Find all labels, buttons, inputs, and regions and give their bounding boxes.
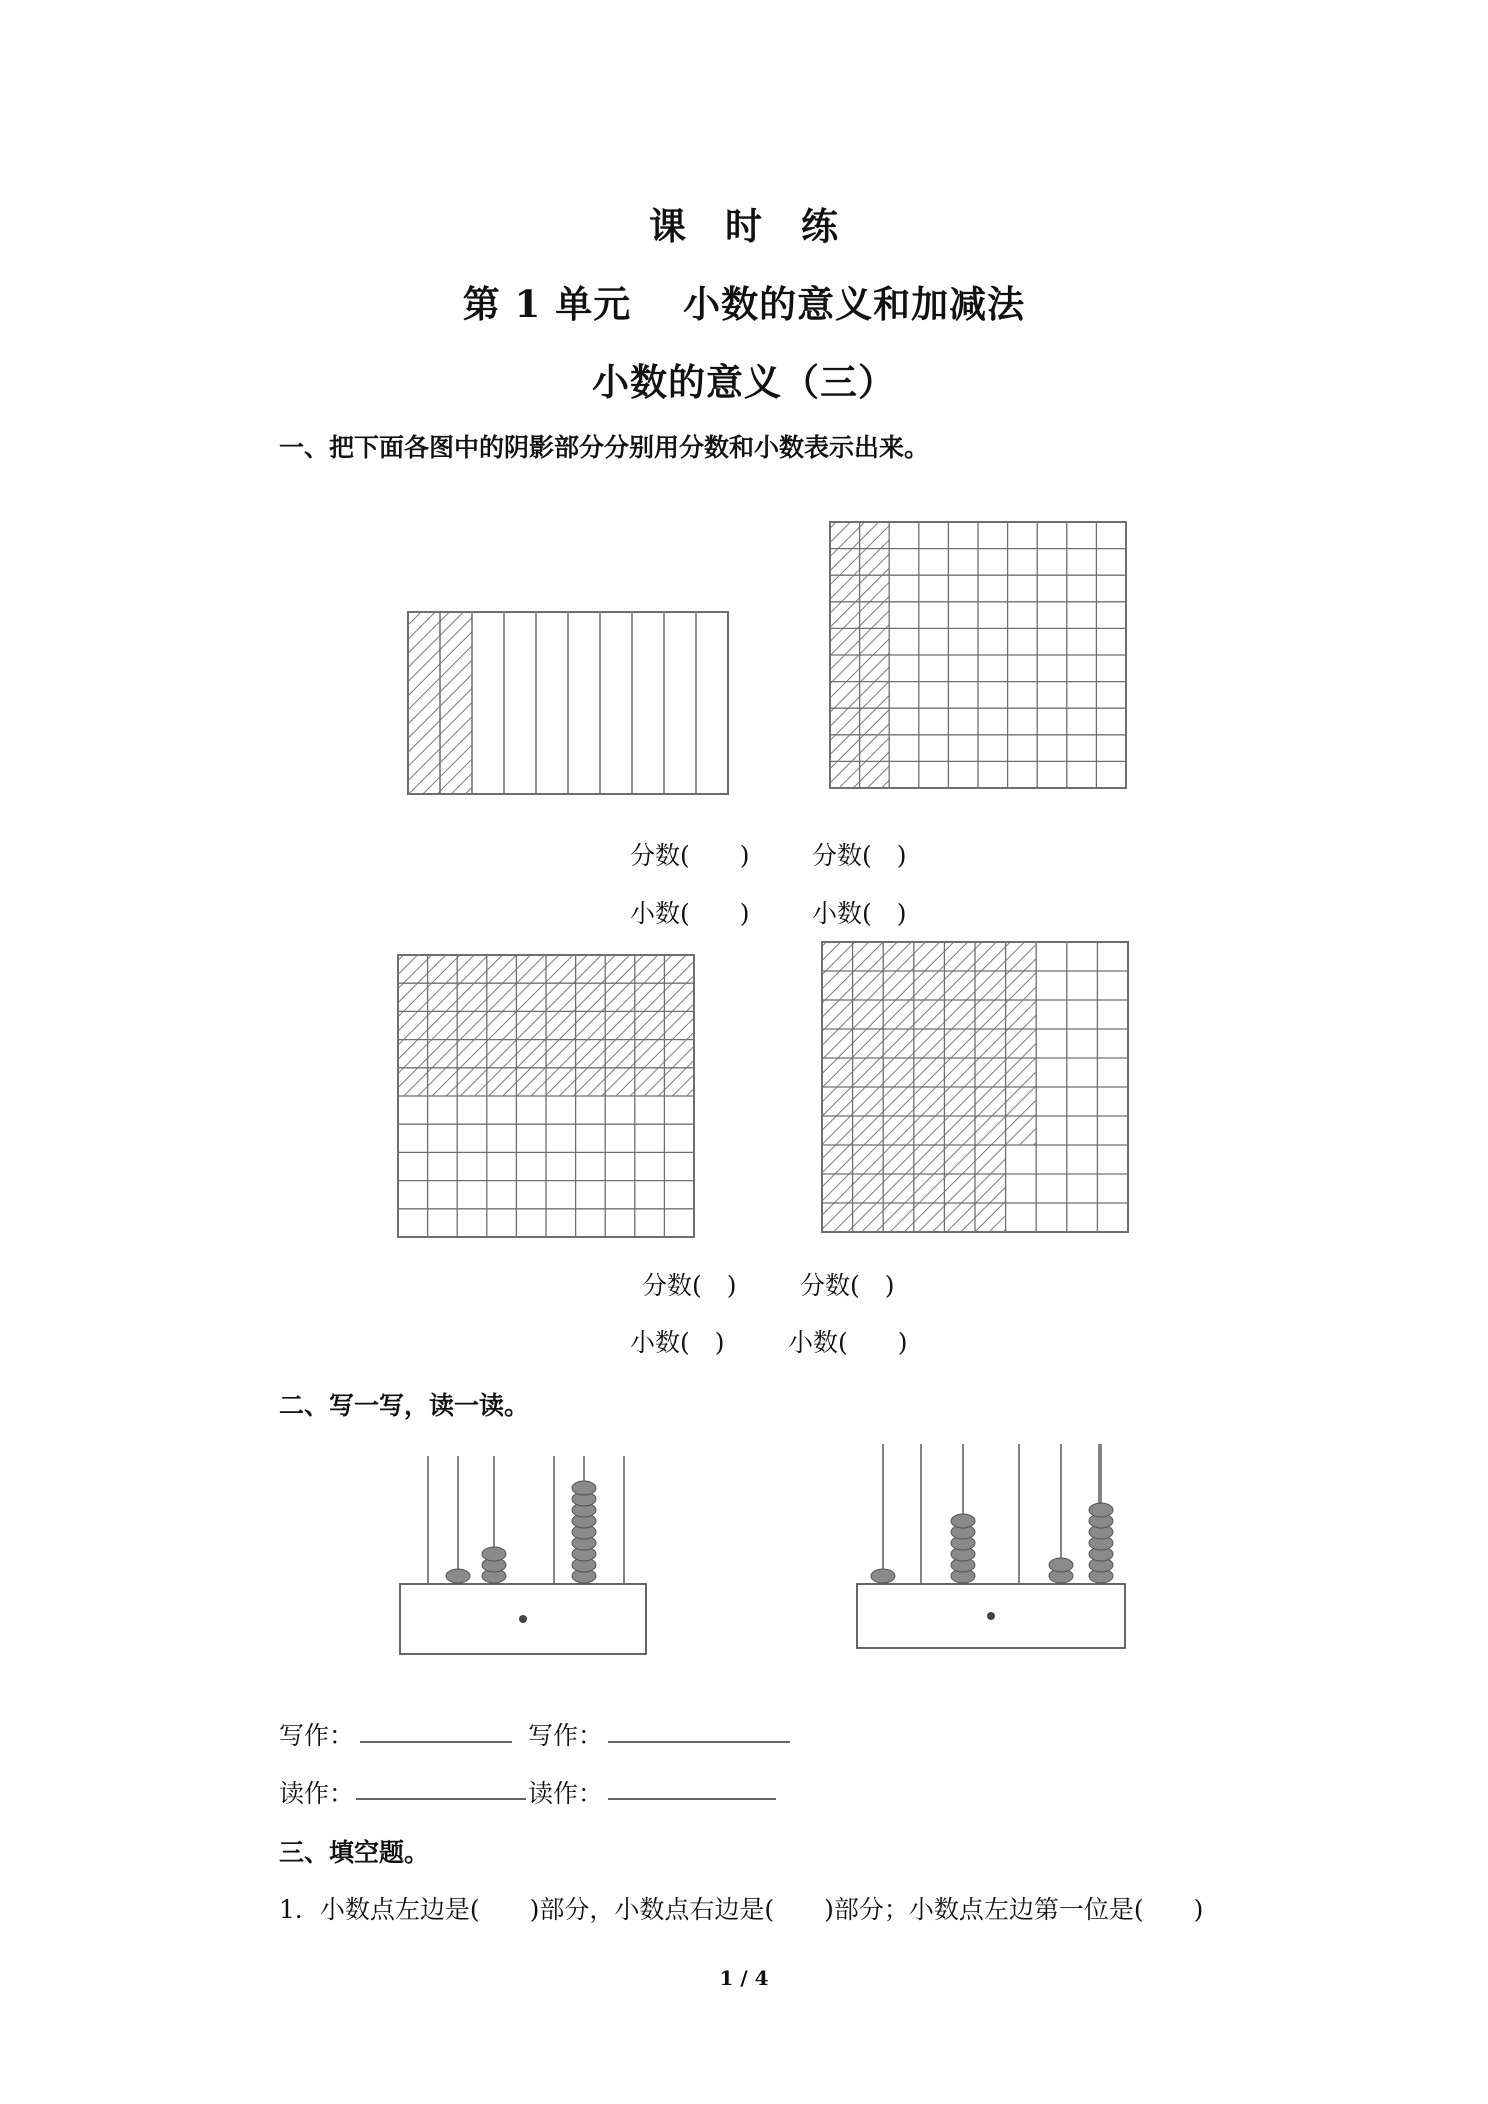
abacus-bead — [871, 1569, 895, 1583]
shaded-cell — [487, 1068, 517, 1096]
shaded-cell — [944, 1174, 975, 1203]
shaded-cell — [853, 942, 884, 971]
fig1-decimal-label[interactable]: 小数( ) — [630, 899, 750, 928]
shaded-cell — [975, 1087, 1006, 1116]
shaded-cell — [398, 1068, 428, 1096]
unit-title: 第 1 单元 小数的意义和加减法 — [462, 282, 1026, 326]
shaded-cell — [546, 983, 576, 1011]
shaded-cell — [576, 955, 606, 983]
shaded-cell — [1006, 1000, 1037, 1029]
write-label-2: 写作： — [528, 1721, 604, 1750]
shaded-cell — [822, 1000, 853, 1029]
read-label-2: 读作： — [528, 1779, 604, 1808]
shaded-cell — [664, 1011, 694, 1039]
shaded-cell — [487, 1011, 517, 1039]
shaded-cell — [830, 602, 860, 629]
shaded-cell — [975, 942, 1006, 971]
fig4-fraction-label[interactable]: 分数( ) — [800, 1271, 895, 1300]
shaded-cell — [664, 1068, 694, 1096]
shaded-cell — [914, 1203, 945, 1232]
shaded-cell — [853, 1116, 884, 1145]
shaded-cell — [883, 1174, 914, 1203]
page-number: 1 / 4 — [719, 1966, 769, 1990]
fig2-fraction-label[interactable]: 分数( ) — [812, 841, 907, 870]
shaded-cell — [830, 708, 860, 735]
shaded-cell — [516, 983, 546, 1011]
shaded-cell — [975, 1116, 1006, 1145]
shaded-cell — [664, 1040, 694, 1068]
shaded-cell — [830, 682, 860, 709]
decimal-point — [519, 1615, 527, 1623]
shaded-cell — [975, 1203, 1006, 1232]
shaded-cell — [635, 955, 665, 983]
shaded-cell — [914, 1145, 945, 1174]
shaded-cell — [853, 1058, 884, 1087]
shaded-cell — [975, 1174, 1006, 1203]
shaded-cell — [664, 983, 694, 1011]
shaded-cell — [487, 1040, 517, 1068]
fig3-decimal-label[interactable]: 小数( ) — [630, 1328, 725, 1357]
shaded-cell — [914, 1058, 945, 1087]
fig4-decimal-label[interactable]: 小数( ) — [788, 1328, 908, 1357]
shaded-cell — [1006, 1087, 1037, 1116]
shaded-cell — [635, 1068, 665, 1096]
figure-4-hundred-grid — [822, 942, 1128, 1232]
shaded-cell — [428, 1040, 458, 1068]
shaded-cell — [822, 1029, 853, 1058]
shaded-cell — [428, 955, 458, 983]
shaded-cell — [944, 1087, 975, 1116]
shaded-cell — [822, 1174, 853, 1203]
shaded-cell — [853, 1000, 884, 1029]
shaded-cell — [853, 1145, 884, 1174]
shaded-cell — [398, 1040, 428, 1068]
shaded-cell — [883, 1000, 914, 1029]
shaded-cell — [635, 1011, 665, 1039]
shaded-cell — [860, 602, 890, 629]
shaded-cell — [944, 1029, 975, 1058]
shaded-cell — [860, 549, 890, 576]
shaded-cell — [546, 1068, 576, 1096]
shaded-cell — [576, 1068, 606, 1096]
shaded-cell — [457, 955, 487, 983]
shaded-cell — [1006, 971, 1037, 1000]
shaded-cell — [883, 1029, 914, 1058]
shaded-cell — [853, 971, 884, 1000]
abacus-bead — [446, 1569, 470, 1583]
shaded-cell — [975, 1029, 1006, 1058]
shaded-cell — [975, 1000, 1006, 1029]
shaded-cell — [853, 1174, 884, 1203]
shaded-cell — [605, 1011, 635, 1039]
shaded-cell — [546, 1040, 576, 1068]
shaded-cell — [830, 655, 860, 682]
shaded-cell — [516, 1068, 546, 1096]
shaded-cell — [914, 1029, 945, 1058]
shaded-cell — [944, 1000, 975, 1029]
shaded-strip — [440, 612, 472, 794]
shaded-cell — [830, 549, 860, 576]
lesson-title: 小数的意义（三） — [592, 360, 896, 404]
abacus-bead — [951, 1514, 975, 1528]
shaded-cell — [398, 983, 428, 1011]
shaded-cell — [546, 1011, 576, 1039]
shaded-cell — [516, 955, 546, 983]
shaded-cell — [398, 1011, 428, 1039]
shaded-cell — [822, 1058, 853, 1087]
shaded-cell — [428, 1068, 458, 1096]
page-title: 课 时 练 — [649, 204, 839, 248]
shaded-cell — [822, 1116, 853, 1145]
abacus-bead — [1089, 1503, 1113, 1517]
shaded-cell — [605, 983, 635, 1011]
shaded-cell — [853, 1029, 884, 1058]
shaded-cell — [664, 955, 694, 983]
shaded-cell — [883, 1203, 914, 1232]
shaded-cell — [944, 971, 975, 1000]
shaded-cell — [830, 761, 860, 788]
shaded-cell — [822, 1145, 853, 1174]
abacus-bead — [482, 1547, 506, 1561]
shaded-cell — [914, 971, 945, 1000]
shaded-cell — [605, 1040, 635, 1068]
shaded-cell — [860, 682, 890, 709]
shaded-cell — [822, 971, 853, 1000]
shaded-cell — [860, 655, 890, 682]
shaded-cell — [516, 1040, 546, 1068]
abacus-right — [857, 1444, 1125, 1648]
shaded-cell — [975, 1145, 1006, 1174]
shaded-cell — [830, 628, 860, 655]
shaded-cell — [975, 1058, 1006, 1087]
shaded-cell — [487, 983, 517, 1011]
shaded-cell — [487, 955, 517, 983]
shaded-cell — [457, 1040, 487, 1068]
shaded-cell — [860, 575, 890, 602]
section3-heading: 三、填空题。 — [279, 1838, 430, 1867]
shaded-cell — [883, 1058, 914, 1087]
shaded-cell — [914, 942, 945, 971]
read-label-1: 读作： — [279, 1779, 355, 1808]
figure-2-hundred-grid — [830, 522, 1126, 788]
shaded-cell — [822, 1203, 853, 1232]
shaded-strip — [408, 612, 440, 794]
shaded-cell — [883, 1145, 914, 1174]
shaded-cell — [457, 1068, 487, 1096]
question-1: 1．小数点左边是( )部分，小数点右边是( )部分；小数点左边第一位是( ) — [279, 1895, 1204, 1924]
abacus-bead — [1049, 1558, 1073, 1572]
shaded-cell — [1006, 942, 1037, 971]
shaded-cell — [822, 942, 853, 971]
shaded-cell — [914, 1000, 945, 1029]
shaded-cell — [914, 1087, 945, 1116]
shaded-cell — [860, 735, 890, 762]
shaded-cell — [457, 983, 487, 1011]
fig2-decimal-label[interactable]: 小数( ) — [812, 899, 907, 928]
shaded-cell — [883, 942, 914, 971]
shaded-cell — [830, 522, 860, 549]
shaded-cell — [1006, 1029, 1037, 1058]
shaded-cell — [428, 1011, 458, 1039]
shaded-cell — [975, 971, 1006, 1000]
fig1-fraction-label[interactable]: 分数( ) — [630, 841, 750, 870]
shaded-cell — [830, 735, 860, 762]
shaded-cell — [1006, 1116, 1037, 1145]
shaded-cell — [944, 1145, 975, 1174]
shaded-cell — [822, 1087, 853, 1116]
shaded-cell — [576, 1011, 606, 1039]
shaded-cell — [914, 1174, 945, 1203]
decimal-point — [987, 1612, 995, 1620]
shaded-cell — [605, 1068, 635, 1096]
write-label-1: 写作： — [279, 1721, 355, 1750]
shaded-cell — [860, 628, 890, 655]
shaded-cell — [516, 1011, 546, 1039]
abacus-left — [400, 1456, 646, 1654]
shaded-cell — [860, 522, 890, 549]
figure-3-hundred-grid — [398, 955, 694, 1237]
fig3-fraction-label[interactable]: 分数( ) — [642, 1271, 737, 1300]
shaded-cell — [853, 1203, 884, 1232]
shaded-cell — [457, 1011, 487, 1039]
shaded-cell — [576, 1040, 606, 1068]
shaded-cell — [860, 708, 890, 735]
shaded-cell — [944, 942, 975, 971]
shaded-cell — [944, 1116, 975, 1145]
shaded-cell — [883, 1116, 914, 1145]
shaded-cell — [605, 955, 635, 983]
shaded-cell — [860, 761, 890, 788]
section2-heading: 二、写一写，读一读。 — [279, 1391, 530, 1420]
shaded-cell — [635, 983, 665, 1011]
section1-heading: 一、把下面各图中的阴影部分分别用分数和小数表示出来。 — [279, 433, 930, 462]
shaded-cell — [576, 983, 606, 1011]
shaded-cell — [853, 1087, 884, 1116]
shaded-cell — [883, 971, 914, 1000]
shaded-cell — [398, 955, 428, 983]
shaded-cell — [914, 1116, 945, 1145]
shaded-cell — [428, 983, 458, 1011]
figure-1-strip-grid — [408, 612, 728, 794]
shaded-cell — [546, 955, 576, 983]
shaded-cell — [883, 1087, 914, 1116]
abacus-bead — [572, 1481, 596, 1495]
shaded-cell — [635, 1040, 665, 1068]
shaded-cell — [944, 1203, 975, 1232]
shaded-cell — [944, 1058, 975, 1087]
shaded-cell — [830, 575, 860, 602]
shaded-cell — [1006, 1058, 1037, 1087]
